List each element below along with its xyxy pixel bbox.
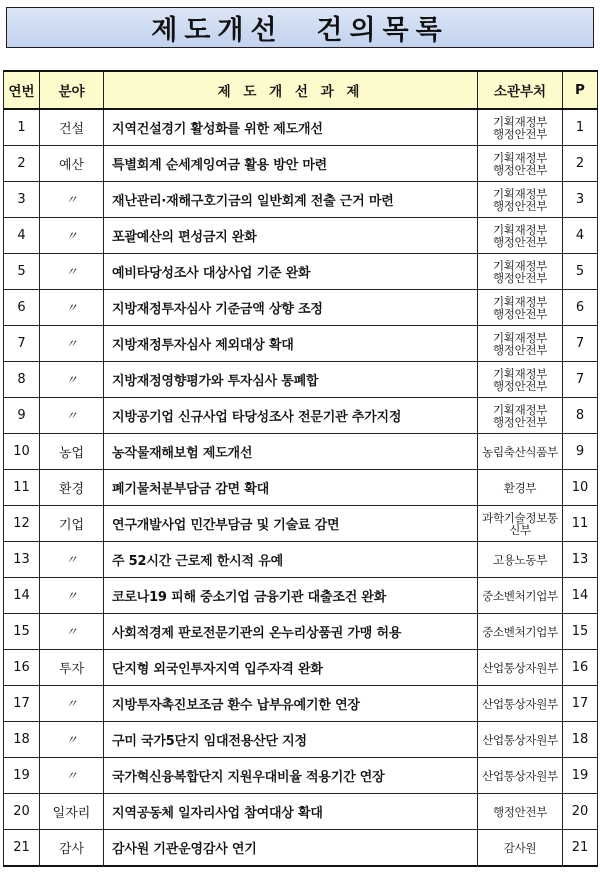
row-number: 16 xyxy=(4,650,40,686)
department-name: 고용노동부 xyxy=(492,552,548,567)
header-task: 제 도 개 선 과 제 xyxy=(104,71,478,109)
row-department xyxy=(478,290,563,326)
table-row xyxy=(4,650,598,686)
row-department xyxy=(478,362,563,398)
row-task: 사회적경제 판로전문기관의 온누리상품권 가맹 허용 xyxy=(104,614,478,650)
row-department xyxy=(478,326,563,362)
row-number: 3 xyxy=(4,182,40,218)
table-row xyxy=(4,578,598,614)
row-page: 6 xyxy=(563,290,598,326)
row-number: 21 xyxy=(4,830,40,867)
table-row xyxy=(4,542,598,578)
row-number: 5 xyxy=(4,254,40,290)
department-name: 중소벤처기업부 xyxy=(482,624,558,639)
row-field: 〃 xyxy=(40,614,104,650)
row-number: 13 xyxy=(4,542,40,578)
row-task: 지방공기업 신규사업 타당성조사 전문기관 추가지정 xyxy=(104,398,478,434)
row-field: 예산 xyxy=(40,146,104,182)
row-number: 1 xyxy=(4,109,40,146)
row-page: 7 xyxy=(563,326,598,362)
row-department xyxy=(478,506,563,542)
row-task: 폐기물처분부담금 감면 확대 xyxy=(104,470,478,506)
department-name: 중소벤처기업부 xyxy=(482,588,558,603)
table-row xyxy=(4,254,598,290)
department-name: 산업통상자원부 xyxy=(482,768,558,783)
table-row xyxy=(4,470,598,506)
department-name: 행정안전부 xyxy=(492,414,548,429)
row-department xyxy=(478,182,563,218)
row-page: 19 xyxy=(563,758,598,794)
row-field: 〃 xyxy=(40,254,104,290)
table-row xyxy=(4,722,598,758)
department-name: 산업통상자원부 xyxy=(482,696,558,711)
row-number: 9 xyxy=(4,398,40,434)
row-department xyxy=(478,578,563,614)
table-row xyxy=(4,686,598,722)
row-page: 1 xyxy=(563,109,598,146)
row-number: 19 xyxy=(4,758,40,794)
row-number: 6 xyxy=(4,290,40,326)
department-name: 과학기술정보통신부 xyxy=(482,510,558,537)
row-department xyxy=(478,830,563,867)
department-name: 산업통상자원부 xyxy=(482,732,558,747)
row-number: 14 xyxy=(4,578,40,614)
row-department xyxy=(478,109,563,146)
row-task: 지방재정투자심사 제외대상 확대 xyxy=(104,326,478,362)
row-task: 특별회계 순세계잉여금 활용 방안 마련 xyxy=(104,146,478,182)
row-task: 지방재정영향평가와 투자심사 통폐합 xyxy=(104,362,478,398)
row-field: 투자 xyxy=(40,650,104,686)
page-title: 제도개선 건의목록 xyxy=(151,15,449,46)
row-number: 12 xyxy=(4,506,40,542)
table-row xyxy=(4,182,598,218)
row-field: 환경 xyxy=(40,470,104,506)
row-field: 〃 xyxy=(40,686,104,722)
table-row xyxy=(4,109,598,146)
row-task: 주 52시간 근로제 한시적 유예 xyxy=(104,542,478,578)
row-page: 16 xyxy=(563,650,598,686)
row-department xyxy=(478,470,563,506)
row-field: 〃 xyxy=(40,578,104,614)
page-title-banner xyxy=(6,7,594,48)
table-row xyxy=(4,794,598,830)
row-number: 20 xyxy=(4,794,40,830)
row-department xyxy=(478,254,563,290)
table-row xyxy=(4,614,598,650)
row-number: 4 xyxy=(4,218,40,254)
row-field: 〃 xyxy=(40,326,104,362)
row-task: 재난관리·재해구호기금의 일반회계 전출 근거 마련 xyxy=(104,182,478,218)
department-name: 기획재정부 xyxy=(492,222,548,237)
department-name: 기획재정부 xyxy=(492,294,548,309)
row-field: 건설 xyxy=(40,109,104,146)
table-row xyxy=(4,758,598,794)
row-page: 10 xyxy=(563,470,598,506)
department-name: 행정안전부 xyxy=(492,126,548,141)
row-field: 〃 xyxy=(40,182,104,218)
department-name: 행정안전부 xyxy=(492,234,548,249)
row-number: 2 xyxy=(4,146,40,182)
row-department xyxy=(478,650,563,686)
row-number: 15 xyxy=(4,614,40,650)
row-task: 국가혁신융복합단지 지원우대비율 적용기간 연장 xyxy=(104,758,478,794)
row-task: 지역공동체 일자리사업 참여대상 확대 xyxy=(104,794,478,830)
row-page: 20 xyxy=(563,794,598,830)
department-name: 기획재정부 xyxy=(492,366,548,381)
department-name: 행정안전부 xyxy=(492,342,548,357)
table-row xyxy=(4,398,598,434)
row-field: 감사 xyxy=(40,830,104,867)
row-page: 8 xyxy=(563,398,598,434)
row-department xyxy=(478,722,563,758)
department-name: 기획재정부 xyxy=(492,258,548,273)
row-field: 농업 xyxy=(40,434,104,470)
row-department xyxy=(478,794,563,830)
row-field: 〃 xyxy=(40,218,104,254)
department-name: 기획재정부 xyxy=(492,186,548,201)
row-number: 10 xyxy=(4,434,40,470)
row-department xyxy=(478,218,563,254)
header-field: 분야 xyxy=(40,71,104,109)
row-page: 13 xyxy=(563,542,598,578)
row-page: 5 xyxy=(563,254,598,290)
department-name: 기획재정부 xyxy=(492,330,548,345)
row-task: 연구개발사업 민간부담금 및 기술료 감면 xyxy=(104,506,478,542)
row-number: 11 xyxy=(4,470,40,506)
row-field: 〃 xyxy=(40,290,104,326)
row-department xyxy=(478,434,563,470)
department-name: 감사원 xyxy=(503,840,537,855)
row-department xyxy=(478,614,563,650)
department-name: 행정안전부 xyxy=(492,198,548,213)
row-task: 지역건설경기 활성화를 위한 제도개선 xyxy=(104,109,478,146)
row-number: 8 xyxy=(4,362,40,398)
department-name: 행정안전부 xyxy=(492,804,548,819)
department-name: 기획재정부 xyxy=(492,402,548,417)
table-row xyxy=(4,290,598,326)
row-task: 예비타당성조사 대상사업 기준 완화 xyxy=(104,254,478,290)
header-dept: 소관부처 xyxy=(478,71,563,109)
table-row xyxy=(4,362,598,398)
row-page: 3 xyxy=(563,182,598,218)
table-row xyxy=(4,146,598,182)
table-row xyxy=(4,218,598,254)
department-name: 환경부 xyxy=(503,480,537,495)
row-department xyxy=(478,146,563,182)
proposal-table xyxy=(3,70,598,867)
row-field: 〃 xyxy=(40,722,104,758)
row-field: 기업 xyxy=(40,506,104,542)
row-number: 17 xyxy=(4,686,40,722)
row-task: 코로나19 피해 중소기업 금융기관 대출조건 완화 xyxy=(104,578,478,614)
department-name: 농림축산식품부 xyxy=(482,444,558,459)
department-name: 행정안전부 xyxy=(492,162,548,177)
row-page: 18 xyxy=(563,722,598,758)
row-department xyxy=(478,398,563,434)
table-row xyxy=(4,434,598,470)
row-field: 〃 xyxy=(40,758,104,794)
row-page: 17 xyxy=(563,686,598,722)
row-field: 일자리 xyxy=(40,794,104,830)
row-field: 〃 xyxy=(40,362,104,398)
department-name: 행정안전부 xyxy=(492,306,548,321)
row-page: 2 xyxy=(563,146,598,182)
header-no: 연번 xyxy=(4,71,40,109)
row-number: 18 xyxy=(4,722,40,758)
row-department xyxy=(478,758,563,794)
header-page: P xyxy=(563,71,598,109)
department-name: 기획재정부 xyxy=(492,150,548,165)
row-task: 농작물재해보험 제도개선 xyxy=(104,434,478,470)
row-task: 감사원 기관운영감사 연기 xyxy=(104,830,478,867)
department-name: 행정안전부 xyxy=(492,270,548,285)
row-number: 7 xyxy=(4,326,40,362)
table-row xyxy=(4,326,598,362)
row-page: 14 xyxy=(563,578,598,614)
row-page: 21 xyxy=(563,830,598,867)
row-page: 9 xyxy=(563,434,598,470)
table-header-row xyxy=(4,71,598,109)
department-name: 기획재정부 xyxy=(492,114,548,129)
row-page: 7 xyxy=(563,362,598,398)
row-task: 지방투자촉진보조금 환수 납부유예기한 연장 xyxy=(104,686,478,722)
department-name: 행정안전부 xyxy=(492,378,548,393)
row-task: 지방재정투자심사 기준금액 상향 조정 xyxy=(104,290,478,326)
row-page: 15 xyxy=(563,614,598,650)
row-task: 포괄예산의 편성금지 완화 xyxy=(104,218,478,254)
row-task: 단지형 외국인투자지역 입주자격 완화 xyxy=(104,650,478,686)
row-department xyxy=(478,542,563,578)
table-body xyxy=(4,109,598,866)
row-field: 〃 xyxy=(40,542,104,578)
department-name: 산업통상자원부 xyxy=(482,660,558,675)
row-page: 11 xyxy=(563,506,598,542)
table-row xyxy=(4,830,598,867)
row-field: 〃 xyxy=(40,398,104,434)
row-department xyxy=(478,686,563,722)
row-task: 구미 국가5단지 임대전용산단 지정 xyxy=(104,722,478,758)
row-page: 4 xyxy=(563,218,598,254)
table-row xyxy=(4,506,598,542)
